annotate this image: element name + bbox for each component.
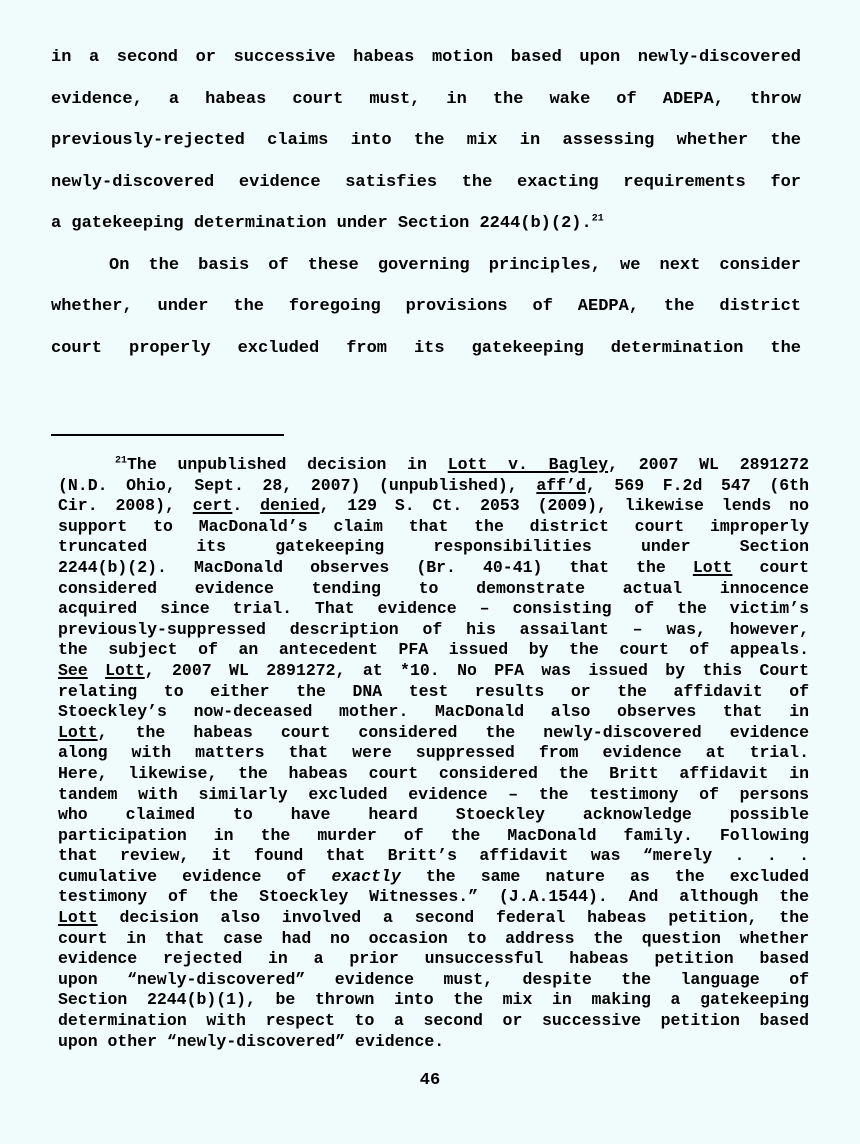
footnote-text: . [232,496,261,516]
footnote-line: participation in the murder of the MacDonald family. Following [58,825,809,845]
footnote-text: The unpublished decision in [127,455,448,474]
body-line: court properly excluded from its gatekeeping determination the [51,338,801,358]
emphasis: exactly [331,866,401,886]
footnote-line: evidence rejected in a prior unsuccessful habeas petition based [58,949,809,969]
footnote-line [58,723,809,744]
body-line [51,206,801,248]
footnote-text: the same nature as the excluded [400,866,809,886]
footnote-line: previously-suppressed description of his assailant – was, however, [58,619,809,639]
case-citation: denied [260,496,320,516]
footnote-line [58,476,809,497]
footnote-line: Section 2244(b)(1), be thrown into the mix in making a gatekeeping [58,990,809,1010]
footnote-line: upon “newly-discovered” evidence must, despite the language of [58,969,809,989]
footnote-line: tandem with similarly excluded evidence – the testimony of persons [58,784,809,804]
footnote-text: , 2007 WL 2891272, at *10. No PFA was issued by this Court [144,660,809,680]
footnote-line: Stoeckley’s now-deceased mother. MacDonald also observes that in [58,702,809,722]
footnote-text: , the habeas court considered the newly-discovered evidence [97,722,809,742]
footnote-line [58,558,809,579]
body-line: newly-discovered evidence satisfies the exacting requirements for [51,172,801,192]
footnote-text: , 569 F.2d 547 (6th [585,475,809,495]
footnote-text: decision also involved a second federal habeas petition, the [97,908,809,928]
footnote-line: acquired since trial. That evidence – consisting of the victim’s [58,599,809,619]
footnote-line: the subject of an antecedent PFA issued by the court of appeals. [58,640,809,660]
case-citation: Lott [58,908,98,928]
footnote-line: along with matters that were suppressed from evidence at trial. [58,743,809,763]
footnote-reference: 21 [591,213,604,225]
footnote-line [58,455,809,476]
footnote-line [58,661,809,682]
page-number: 46 [419,1071,441,1090]
footnote-line: who claimed to have heard Stoeckley acknowledge possible [58,805,809,825]
footnote-separator [51,434,284,436]
footnote-text: , 2007 WL 2891272 [608,455,810,474]
case-citation: cert [192,496,233,516]
footnote [58,455,809,1052]
footnote-line: court in that case had no occasion to address the question whether [58,928,809,948]
footnote-text: 2244(b)(2). MacDonald observes (Br. 40-41) that the [58,557,693,577]
case-citation: Lott [105,660,145,680]
footnote-line: support to MacDonald’s claim that the district court improperly [58,516,809,536]
footnote-line: truncated its gatekeeping responsibilities under Section [58,537,809,557]
case-citation: aff’d [536,475,586,495]
footnote-line [58,908,809,929]
case-citation: Lott v. Bagley [447,455,609,474]
body-line-text: a gatekeeping determination under Section 2244(b)(2). [51,214,592,233]
footnote-text: cumulative evidence of [58,866,332,886]
footnote-text: Cir. 2008), [58,496,193,516]
case-citation: Lott [58,722,98,742]
footnote-line: determination with respect to a second or successive petition based [58,1011,809,1031]
footnote-line: testimony of the Stoeckley Witnesses.” (J.A.1544). And although the [58,887,809,907]
footnote-line [58,867,809,888]
citation-signal: See [58,660,88,680]
footnote-line: Here, likewise, the habeas court considered the Britt affidavit in [58,763,809,783]
footnote-line: considered evidence tending to demonstrate actual innocence [58,578,809,598]
body-line: whether, under the foregoing provisions of AEDPA, the district [51,297,801,316]
footnote-line: relating to either the DNA test results or the affidavit of [58,681,809,701]
footnote-number: 21 [115,455,128,467]
footnote-line [58,496,809,517]
body-line: previously-rejected claims into the mix in assessing whether the [51,131,801,150]
case-citation: Lott [692,557,733,577]
footnote-text: , 129 S. Ct. 2053 (2009), likewise lends no [319,496,809,516]
footnote-line: upon other “newly-discovered” evidence. [58,1031,445,1051]
body-line: in a second or successive habeas motion based upon newly-discovered [51,48,801,67]
footnote-line: that review, it found that Britt’s affidavit was “merely . . . [58,846,809,866]
body-line: On the basis of these governing principles, we next consider [109,255,801,275]
footnote-text: (N.D. Ohio, Sept. 28, 2007) (unpublished), [58,475,537,495]
footnote-text: court [732,557,809,577]
main-text [51,40,801,372]
body-line: evidence, a habeas court must, in the wake of ADEPA, throw [51,89,801,109]
